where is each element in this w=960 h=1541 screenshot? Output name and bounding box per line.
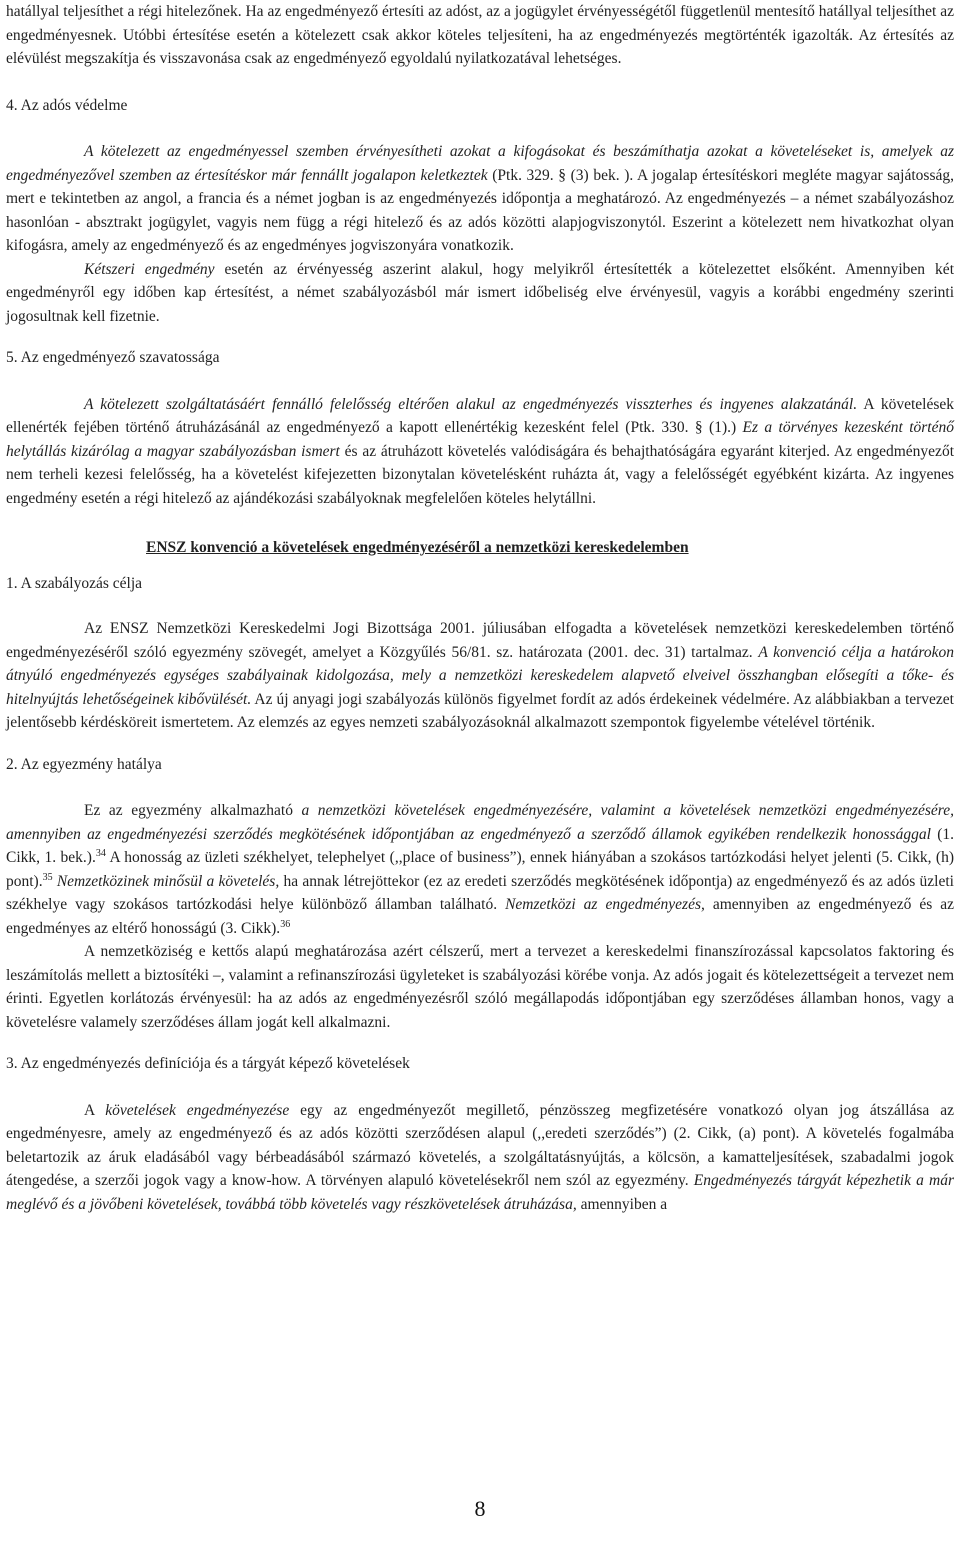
body-text: Ez az egyezmény alkalmazható [84,802,302,819]
section-5-paragraph-1 [6,393,954,511]
italic-text: Kétszeri engedmény [84,260,215,278]
body-text: esetén az érvényesség aszerint alakul, hogy melyikről értesítették a kötelezettet elsőként. Amennyiben két engedményről egy időben kap értesítést, a német szabályozásból már ismert időbeliség elve érvényesül, vagyis a korábbi engedmény szerinti jogosultnak kell fizetnie. [6,260,954,325]
body-text: egy az engedményezőt megillető, pénzösszeg megfizetésére vonatkozó olyan jog átszállása az engedményesre, amely az engedményező és az adós közötti szerződésen alapul (,,eredeti szerződés”) (2. Cikk, (a) pont). A követelés fogalmába beletartozik az áruk eladásából vagy bérbeadásából származó követelés, a szolgáltatásnyújtás, a kölcsön, a kamatteljesítések, szabadalmi jogok átengedése, a szerzői jogok vagy a know-how. A törvényen alapuló követelésekről nem szól az egyezmény. [6,1101,955,1189]
section-heading-5: 5. Az engedményező szavatossága [6,349,220,366]
section-3-paragraph-1 [6,1099,954,1217]
section-1-paragraph-1 [6,617,954,735]
footnote-ref-34[interactable]: 34 [95,847,106,859]
footnote-ref-35[interactable]: 35 [42,871,53,883]
section-2-paragraph-2: A nemzetköziség e kettős alapú meghatározása azért célszerű, mert a tervezet a kereskedelmi finanszírozással kapcsolatos faktoring és leszámítolás mellett a biztosítéki –, valamint a refinanszírozási ügyleteket is szabályozási körébe vonja. Az adós jogait és kötelezettségeit a tervezet nem érinti. Egyetlen korlátozás érvényesül: ha az adós az engedményezésről szóló megállapodás időpontjában egy szerződéses államban honos, vagy a követelésre valamely szerződéses állam jogát kell alkalmazni. [6,943,954,1031]
paragraph-continued: hatállyal teljesíthet a régi hitelezőnek. Ha az engedményező értesíti az adóst, az a jogügylet érvényességétől függetlenül mentesítő hatállyal teljesíthet az engedményesnek. Utóbbi értesítése esetén a kötelezett csak akkor köteles teljesíteni, ha az engedményezés megtörténték igazolták. Az értesítés az elévülést megszakítja és visszavonása csak az engedményező egyoldalú nyilatkozatával lehetséges. [6,3,954,67]
italic-text: Ez a törvényes kezesként történő helytállás kizárólag a magyar szabályozásban ismert [6,419,954,460]
italic-text: Nemzetközinek minősül a követelés, [52,872,280,890]
page-number: 8 [474,1496,486,1521]
chapter-title: ENSZ konvenció a követelések engedményezéséről a nemzetközi kereskedelemben [146,539,689,556]
body-text: (1. Cikk, 1. bek.). [6,825,954,866]
italic-text: A konvenció célja a határokon átnyúló engedményezés egységes szabályainak kidolgozása, mely a nemzetközi kereskedelem alapvető elveivel összhangban elősegíti a tőke- és hitelnyújtás lehetőségeinek kibővülését. [6,643,954,708]
body-text: amennyiben a [576,1195,668,1213]
body-text: Az új anyagi jogi szabályozás különös figyelmet fordít az adós érdekeinek védelmére. Az alábbiakban a tervezet jelentősebb kérdésköreit ismertetem. Az elemzés az egyes nemzeti szabályozásoknál alkalmazott szempontok figyelembe vételével történik. [6,690,954,731]
italic-text: a nemzetközi követelések engedményezésére, valamint a követelések nemzetközi engedményezésére, amennyiben az engedményezési szerződés megkötésének időpontjában az engedményező a szerződő államok egyikében rendelkezik honossággal [6,802,954,843]
italic-text: Nemzetközi az engedményezés, [505,896,705,913]
footnote-ref-36[interactable]: 36 [280,918,291,930]
section-heading-1: 1. A szabályozás célja [6,574,143,592]
italic-text: követelések engedményezése [105,1101,290,1119]
body-text: és az átruházott követelés valódiságára és behajthatóságára egyaránt kiterjed. Az engedményezőt nem terheli kezesi felelősség, ha a követelést kifejezetten bizonytalan követelésként ruházta át, vagy a felelősségét egyébként kizárta. Az ingyenes engedmény esetén a régi hitelező az ajándékozási szabályoknak megfelelően köteles helytállni. [6,442,954,507]
italic-text: A kötelezett szolgáltatásáért fennálló felelősség eltérően alakul az engedményezés visszterhes és ingyenes alakzatánál. [84,395,858,413]
italic-text: A kötelezett az engedményessel szemben érvényesítheti azokat a kifogásokat és beszámíthatja azokat a követeléseket is, amelyek az engedményezővel szemben az értesítéskor már fennállt jogalapon keletkeztek [6,143,954,184]
body-text: amennyiben az engedményező és az engedményes az eltérő honosságú (3. Cikk). [6,896,954,937]
section-4-paragraph-1 [6,140,954,258]
section-4-paragraph-2 [6,258,954,329]
section-2-paragraph-1 [6,799,954,940]
section-heading-3: 3. Az engedményezés definíciója és a tárgyát képező követelések [6,1055,410,1072]
body-text: (Ptk. 329. § (3) bek. ). A jogalap értesítéskori megléte magyar sajátosság, mert e tekintetben az angol, a francia és a német jogban is az engedményezés időpontja a meghatározó. Az engedményezés – a német szabályozáshoz hasonlóan - absztrakt jogügylet, vagyis nem függ a régi hitelező és az adós közötti alapjogviszonytól. Eszerint a kötelezett nem hivatkozhat olyan kifogásra, amely az engedményező és az engedményes jogviszonyára vonatkozik. [6,166,954,254]
section-heading-4: 4. Az adós védelme [6,96,128,114]
body-text: A [84,1101,106,1119]
body-text: Az ENSZ Nemzetközi Kereskedelmi Jogi Bizottsága 2001. júliusában elfogadta a követelések nemzetközi kereskedelemben történő engedményezéséről szóló egyezmény szövegét, amelyet a Közgyűlés 56/81. sz. határozata (2001. dec. 31) tartalmaz. [6,620,954,661]
section-heading-2: 2. Az egyezmény hatálya [6,755,162,773]
body-text: ha annak létrejöttekor (ez az eredeti szerződés megkötésének időpontja) az engedményező és az adós üzleti székhelye vagy szokásos tartózkodási helye különböző államban található. [6,872,954,913]
body-text: A követelések ellenérték fejében történő átruházásánál az engedményező a kapott ellenértékig kezesként felel (Ptk. 330. § (1).) [6,395,954,436]
body-text: A honosság az üzleti székhelyet, telephelyet (,,place of business”), ennek hiányában a szokásos tartózkodási helyet jelenti (5. Cikk, (h) pont). [6,849,954,890]
italic-text: Engedményezés tárgyát képezhetik a már meglévő és a jövőbeni követelések, továbbá több követelés vagy részkövetelések átruházása, [6,1172,954,1213]
